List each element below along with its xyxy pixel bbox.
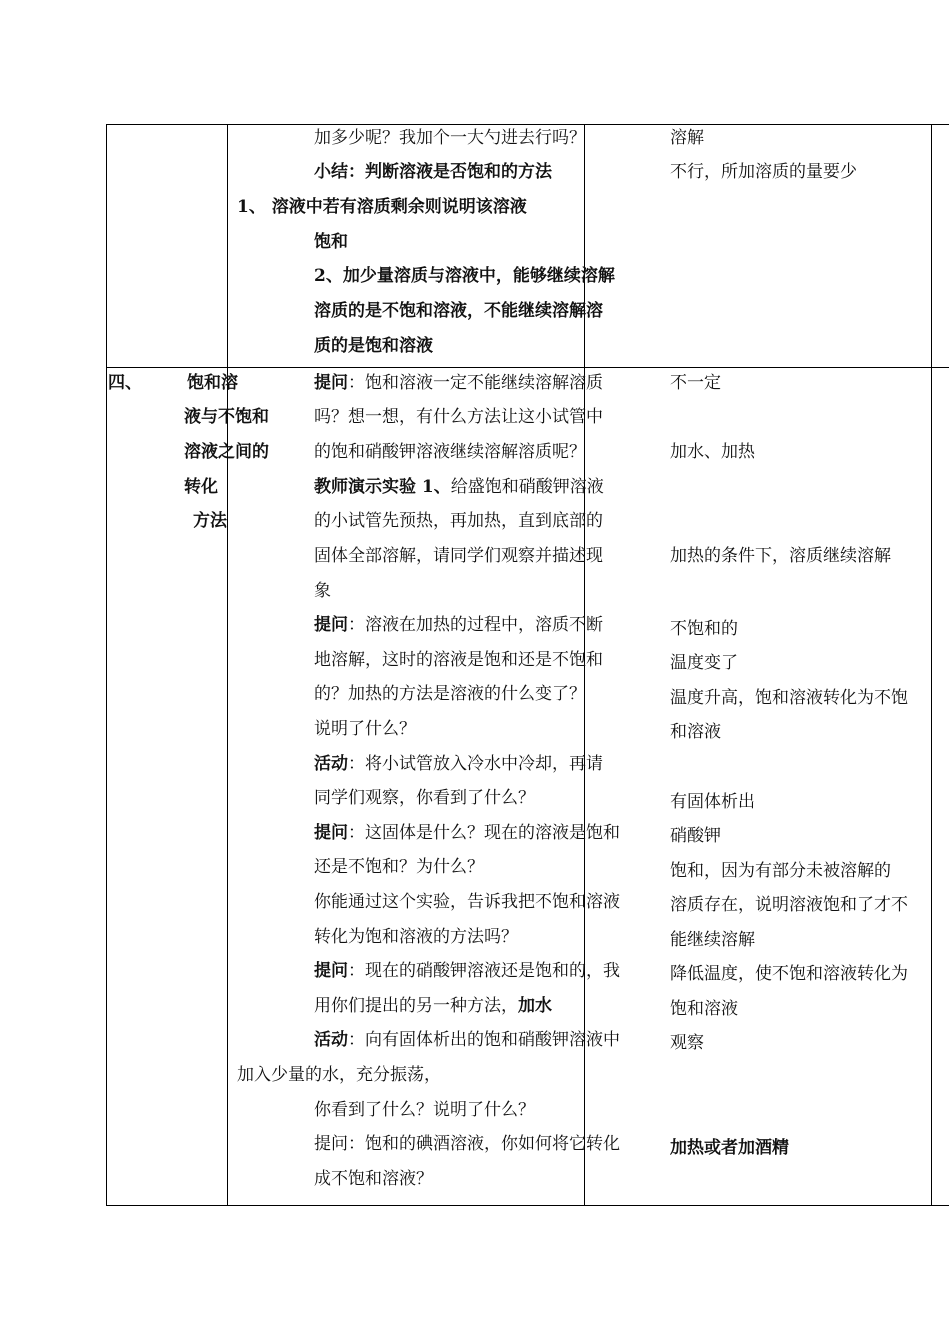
row-divider: [106, 367, 949, 368]
row2-col3-line-15: 还是不饱和？为什么？: [314, 857, 484, 877]
row2-col3-line-23: 提问：饱和的碘酒溶液，你如何将它转化: [314, 1134, 620, 1154]
topic-title-line-5: 方法: [193, 511, 227, 531]
row2-col3-line-13: 同学们观察，你看到了什么？: [314, 788, 535, 808]
row2-col3-line-8: [314, 615, 603, 635]
line-text: ：饱和溶液一定不能继续溶解溶质: [348, 373, 603, 393]
row2-col4-line-13: 降低温度，使不饱和溶液转化为: [670, 964, 908, 984]
question-label: 提问: [314, 823, 348, 843]
column-line-2: [227, 124, 228, 1206]
column-line-4: [931, 124, 932, 1206]
row2-col3-line-21: 加入少量的水，充分振荡，: [237, 1065, 441, 1085]
table-bottom-border: [106, 1205, 949, 1206]
experiment-label: 教师演示实验 1、: [314, 477, 451, 497]
row2-col4-line-16: 加热或者加酒精: [670, 1138, 789, 1158]
row2-col3-line-18: [314, 961, 620, 981]
line-text: ：这固体是什么？现在的溶液是饱和: [348, 823, 620, 843]
row2-col3-line-16: 你能通过这个实验，告诉我把不饱和溶液: [314, 892, 620, 912]
row1-col3-line-4: 饱和: [314, 232, 348, 252]
row2-col4-line-4: 不饱和的: [670, 619, 738, 639]
row1-col4-line-2: 不行，所加溶质的量要少: [670, 162, 857, 182]
question-label: 提问: [314, 961, 348, 981]
question-label: 提问: [314, 615, 348, 635]
row1-col3-line-2: 小结：判断溶液是否饱和的方法: [314, 162, 552, 182]
row2-col4-line-3: 加热的条件下，溶质继续溶解: [670, 546, 891, 566]
row2-col3-line-10: 的？加热的方法是溶液的什么变了？: [314, 684, 586, 704]
activity-label: 活动: [314, 1030, 348, 1050]
row2-col3-line-24: 成不饱和溶液？: [314, 1169, 433, 1189]
row2-col3-line-7: 象: [314, 581, 331, 601]
row2-col3-line-20: [314, 1030, 620, 1050]
topic-title-line-3: 溶液之间的: [184, 442, 269, 462]
topic-title-line-4: 转化: [184, 477, 218, 497]
row2-col3-line-22: 你看到了什么？说明了什么？: [314, 1100, 535, 1120]
line-text: ：溶液在加热的过程中，溶质不断: [348, 615, 603, 635]
row2-col3-line-1: [314, 373, 603, 393]
row2-col4-line-8: 有固体析出: [670, 792, 755, 812]
row2-col4-line-10: 饱和，因为有部分未被溶解的: [670, 861, 891, 881]
line-text: 用你们提出的另一种方法，: [314, 996, 518, 1016]
row2-col3-line-14: [314, 823, 620, 843]
row2-col3-line-6: 固体全部溶解，请同学们观察并描述现: [314, 546, 603, 566]
line-text: ：将小试管放入冷水中冷却，再请: [348, 754, 603, 774]
question-label: 提问: [314, 373, 348, 393]
row2-col4-line-9: 硝酸钾: [670, 826, 721, 846]
row2-col3-line-2: 吗？想一想，有什么方法让这小试管中: [314, 407, 603, 427]
row1-col3-line-1: 加多少呢？我加个一大勺进去行吗？: [314, 128, 586, 148]
line-text: 给盛饱和硝酸钾溶液: [450, 477, 604, 497]
row2-col3-line-3: 的饱和硝酸钾溶液继续溶解溶质呢？: [314, 442, 586, 462]
row2-col3-line-9: 地溶解，这时的溶液是饱和还是不饱和: [314, 650, 603, 670]
activity-label: 活动: [314, 754, 348, 774]
line-text: ：现在的硝酸钾溶液还是饱和的，我: [348, 961, 620, 981]
row2-col4-line-15: 观察: [670, 1033, 704, 1053]
row2-col4-line-2: 加水、加热: [670, 442, 755, 462]
row2-col3-line-19: [314, 996, 552, 1016]
row2-col3-line-11: 说明了什么？: [314, 719, 416, 739]
row1-col3-line-6: 溶质的是不饱和溶液，不能继续溶解溶: [314, 301, 603, 321]
row2-col3-line-5: 的小试管先预热，再加热，直到底部的: [314, 511, 603, 531]
line-text: ：向有固体析出的饱和硝酸钾溶液中: [348, 1030, 620, 1050]
row2-col3-line-17: 转化为饱和溶液的方法吗？: [314, 927, 518, 947]
row2-col3-line-4: [314, 477, 604, 497]
row2-col4-line-11: 溶质存在，说明溶液饱和了才不: [670, 895, 908, 915]
row1-col3-line-5: 2、加少量溶质与溶液中，能够继续溶解: [314, 266, 615, 286]
row2-col4-line-12: 能继续溶解: [670, 930, 755, 950]
row2-col4-line-5: 温度变了: [670, 653, 738, 673]
row2-col3-line-12: [314, 754, 603, 774]
row2-col4-line-14: 饱和溶液: [670, 999, 738, 1019]
row2-col4-line-1: 不一定: [670, 373, 721, 393]
row1-col3-line-3: 1、 溶液中若有溶质剩余则说明该溶液: [237, 197, 527, 217]
section-number: 四、: [108, 373, 142, 393]
row1-col4-line-1: 溶解: [670, 128, 704, 148]
row2-col4-line-6: 温度升高，饱和溶液转化为不饱: [670, 688, 908, 708]
table-top-border: [106, 124, 949, 125]
topic-title-line-2: 液与不饱和: [184, 407, 269, 427]
topic-title-line-1: 饱和溶: [187, 373, 238, 393]
add-water-emphasis: 加水: [518, 996, 552, 1016]
column-line-1: [106, 124, 107, 1206]
row1-col3-line-7: 质的是饱和溶液: [314, 336, 433, 356]
row2-col4-line-7: 和溶液: [670, 722, 721, 742]
